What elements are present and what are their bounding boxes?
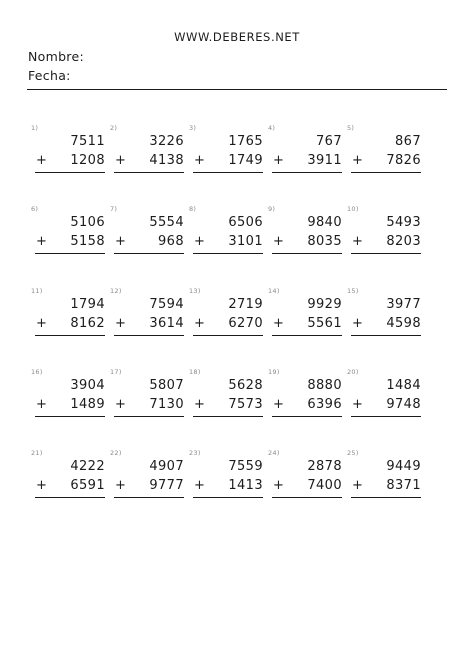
- problem-number: 17): [110, 368, 122, 376]
- plus-sign: +: [273, 316, 284, 331]
- plus-sign: +: [194, 397, 205, 412]
- addend-top: 5628: [228, 378, 263, 393]
- addend-bottom: 7400: [307, 478, 342, 493]
- plus-sign: +: [194, 316, 205, 331]
- problem-number: 20): [347, 368, 359, 376]
- addend-top: 1484: [386, 378, 421, 393]
- addend-top: 1794: [70, 297, 105, 312]
- sum-line: [114, 335, 184, 336]
- sum-line: [35, 497, 105, 498]
- addend-bottom: 5561: [307, 316, 342, 331]
- addition-problem: [347, 287, 421, 349]
- addition-problem: [189, 368, 263, 430]
- sum-line: [272, 497, 342, 498]
- addition-problem: [189, 449, 263, 511]
- plus-sign: +: [194, 478, 205, 493]
- addend-top: 3904: [70, 378, 105, 393]
- addend-top: 3977: [386, 297, 421, 312]
- addend-top: 5493: [386, 215, 421, 230]
- addition-problem: [31, 368, 105, 430]
- sum-line: [193, 172, 263, 173]
- addition-problem: [347, 205, 421, 267]
- sum-line: [114, 497, 184, 498]
- sum-line: [351, 497, 421, 498]
- problem-number: 7): [110, 205, 118, 213]
- problem-number: 10): [347, 205, 359, 213]
- addition-problem: [31, 124, 105, 186]
- addend-bottom: 1749: [228, 153, 263, 168]
- addition-problem: [110, 449, 184, 511]
- problem-number: 15): [347, 287, 359, 295]
- sum-line: [114, 253, 184, 254]
- sum-line: [351, 335, 421, 336]
- sum-line: [351, 253, 421, 254]
- plus-sign: +: [273, 234, 284, 249]
- addend-top: 9840: [307, 215, 342, 230]
- plus-sign: +: [36, 397, 47, 412]
- addend-bottom: 3614: [149, 316, 184, 331]
- addend-top: 1765: [228, 134, 263, 149]
- plus-sign: +: [115, 316, 126, 331]
- addend-top: 867: [394, 134, 421, 149]
- plus-sign: +: [352, 397, 363, 412]
- sum-line: [114, 416, 184, 417]
- problem-number: 3): [189, 124, 197, 132]
- sum-line: [35, 253, 105, 254]
- problem-number: 9): [268, 205, 276, 213]
- sum-line: [193, 335, 263, 336]
- addend-bottom: 7130: [149, 397, 184, 412]
- addition-problem: [31, 449, 105, 511]
- sum-line: [272, 253, 342, 254]
- addition-problem: [347, 449, 421, 511]
- sum-line: [35, 172, 105, 173]
- addend-top: 4907: [149, 459, 184, 474]
- plus-sign: +: [115, 397, 126, 412]
- problem-number: 6): [31, 205, 39, 213]
- problem-number: 18): [189, 368, 201, 376]
- problem-number: 19): [268, 368, 280, 376]
- problem-number: 14): [268, 287, 280, 295]
- addend-bottom: 3101: [228, 234, 263, 249]
- sum-line: [272, 172, 342, 173]
- addend-top: 2719: [228, 297, 263, 312]
- problem-number: 12): [110, 287, 122, 295]
- problem-number: 16): [31, 368, 43, 376]
- addend-bottom: 8035: [307, 234, 342, 249]
- addend-bottom: 1413: [228, 478, 263, 493]
- sum-line: [351, 416, 421, 417]
- sum-line: [351, 172, 421, 173]
- addition-problem: [189, 205, 263, 267]
- name-label: Nombre:: [28, 49, 84, 64]
- addition-problem: [268, 368, 342, 430]
- addend-bottom: 9777: [149, 478, 184, 493]
- addend-top: 9449: [386, 459, 421, 474]
- addend-top: 4222: [70, 459, 105, 474]
- plus-sign: +: [194, 234, 205, 249]
- addend-top: 2878: [307, 459, 342, 474]
- problem-number: 2): [110, 124, 118, 132]
- problem-number: 8): [189, 205, 197, 213]
- plus-sign: +: [115, 153, 126, 168]
- addend-top: 5106: [70, 215, 105, 230]
- addition-problem: [347, 368, 421, 430]
- addend-top: 5554: [149, 215, 184, 230]
- problem-number: 4): [268, 124, 276, 132]
- addend-bottom: 6270: [228, 316, 263, 331]
- problem-number: 24): [268, 449, 280, 457]
- sum-line: [272, 335, 342, 336]
- addend-top: 6506: [228, 215, 263, 230]
- addition-problem: [31, 205, 105, 267]
- addition-problem: [268, 205, 342, 267]
- problem-number: 1): [31, 124, 39, 132]
- addition-problem: [268, 124, 342, 186]
- addend-bottom: 7826: [386, 153, 421, 168]
- sum-line: [35, 416, 105, 417]
- addend-top: 767: [315, 134, 342, 149]
- addend-bottom: 6591: [70, 478, 105, 493]
- sum-line: [114, 172, 184, 173]
- addend-top: 5807: [149, 378, 184, 393]
- addition-problem: [110, 205, 184, 267]
- addend-top: 8880: [307, 378, 342, 393]
- addend-top: 9929: [307, 297, 342, 312]
- sum-line: [35, 335, 105, 336]
- addend-bottom: 4598: [386, 316, 421, 331]
- addition-problem: [268, 449, 342, 511]
- plus-sign: +: [36, 478, 47, 493]
- addend-bottom: 8162: [70, 316, 105, 331]
- addition-problem: [110, 368, 184, 430]
- problem-number: 25): [347, 449, 359, 457]
- addition-problem: [347, 124, 421, 186]
- addition-problem: [189, 287, 263, 349]
- plus-sign: +: [273, 153, 284, 168]
- plus-sign: +: [36, 153, 47, 168]
- problem-number: 21): [31, 449, 43, 457]
- addend-bottom: 9748: [386, 397, 421, 412]
- addition-problem: [31, 287, 105, 349]
- addition-problem: [268, 287, 342, 349]
- problem-number: 5): [347, 124, 355, 132]
- plus-sign: +: [352, 153, 363, 168]
- sum-line: [193, 497, 263, 498]
- addend-bottom: 6396: [307, 397, 342, 412]
- addend-bottom: 5158: [70, 234, 105, 249]
- addition-problem: [189, 124, 263, 186]
- addend-bottom: 4138: [149, 153, 184, 168]
- site-title: WWW.DEBERES.NET: [174, 30, 300, 44]
- addend-bottom: 3911: [307, 153, 342, 168]
- plus-sign: +: [36, 316, 47, 331]
- addend-bottom: 8203: [386, 234, 421, 249]
- plus-sign: +: [352, 234, 363, 249]
- sum-line: [272, 416, 342, 417]
- addition-problem: [110, 287, 184, 349]
- addend-top: 7559: [228, 459, 263, 474]
- problem-number: 11): [31, 287, 43, 295]
- problem-number: 23): [189, 449, 201, 457]
- header-rule: [27, 89, 447, 90]
- problem-number: 13): [189, 287, 201, 295]
- problem-number: 22): [110, 449, 122, 457]
- addition-problem: [110, 124, 184, 186]
- addend-bottom: 968: [157, 234, 184, 249]
- addend-bottom: 1208: [70, 153, 105, 168]
- sum-line: [193, 253, 263, 254]
- addend-bottom: 8371: [386, 478, 421, 493]
- addend-top: 7594: [149, 297, 184, 312]
- plus-sign: +: [273, 478, 284, 493]
- sum-line: [193, 416, 263, 417]
- plus-sign: +: [36, 234, 47, 249]
- plus-sign: +: [352, 478, 363, 493]
- addend-bottom: 7573: [228, 397, 263, 412]
- plus-sign: +: [194, 153, 205, 168]
- plus-sign: +: [273, 397, 284, 412]
- plus-sign: +: [115, 234, 126, 249]
- plus-sign: +: [352, 316, 363, 331]
- date-label: Fecha:: [28, 68, 71, 83]
- addend-top: 7511: [70, 134, 105, 149]
- plus-sign: +: [115, 478, 126, 493]
- addend-bottom: 1489: [70, 397, 105, 412]
- addend-top: 3226: [149, 134, 184, 149]
